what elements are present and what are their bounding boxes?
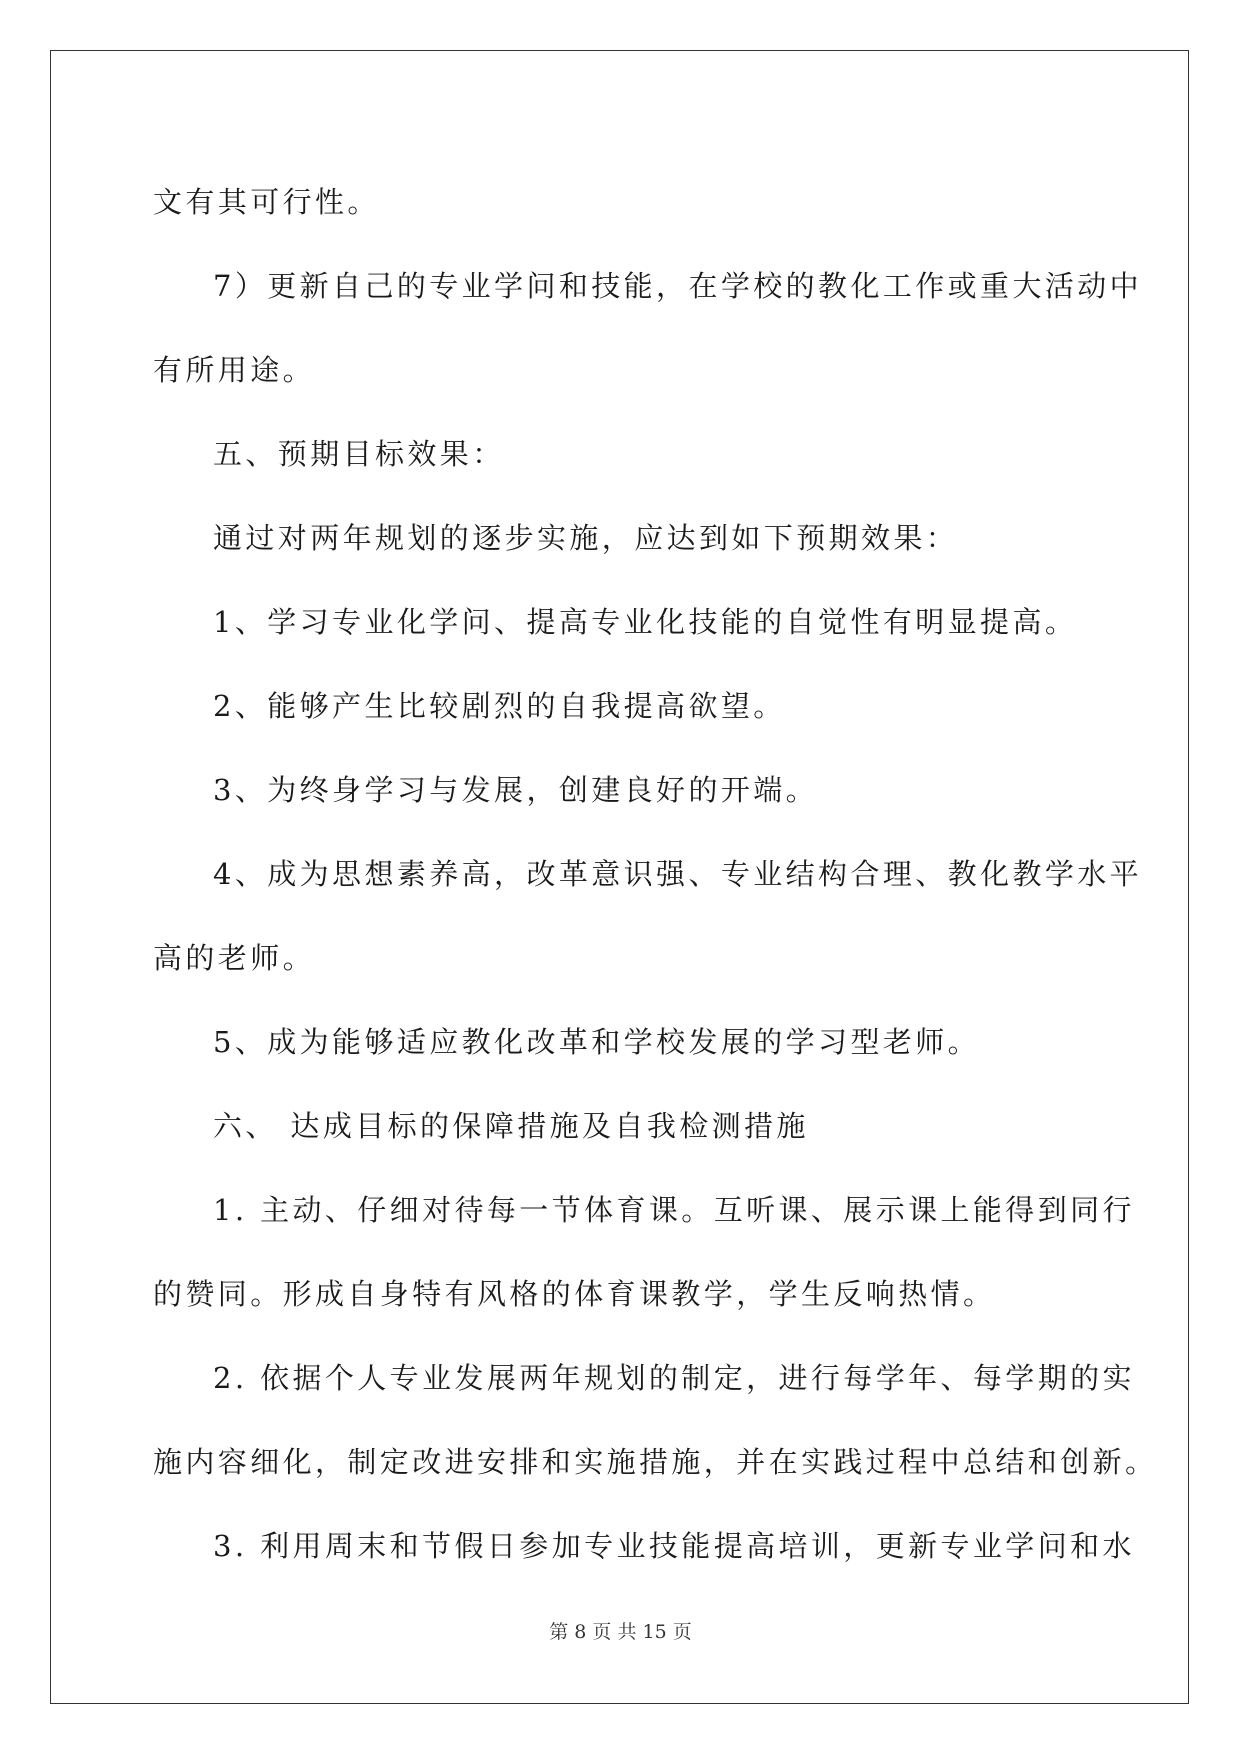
list-item: 5、成为能够适应教化改革和学校发展的学习型老师。 — [213, 1025, 981, 1059]
list-item: 3、为终身学习与发展，创建良好的开端。 — [213, 773, 819, 807]
list-item: 3. 利用周末和节假日参加专业技能提高培训，更新专业学问和水 — [213, 1529, 1135, 1563]
section-heading: 五、预期目标效果： — [213, 437, 505, 471]
paragraph-line: 施内容细化，制定改进安排和实施措施，并在实践过程中总结和创新。 — [153, 1445, 1158, 1479]
paragraph-line: 文有其可行性。 — [153, 185, 380, 219]
paragraph-line: 通过对两年规划的逐步实施，应达到如下预期效果： — [213, 521, 959, 555]
paragraph-line: 有所用途。 — [153, 353, 316, 387]
list-item: 1、学习专业化学问、提高专业化技能的自觉性有明显提高。 — [213, 605, 1078, 639]
section-heading: 六、 达成目标的保障措施及自我检测措施 — [213, 1109, 809, 1143]
page-footer: 第 8 页 共 15 页 — [549, 1621, 692, 1643]
list-item: 1. 主动、仔细对待每一节体育课。互听课、展示课上能得到同行 — [213, 1193, 1135, 1227]
list-item: 2、能够产生比较剧烈的自我提高欲望。 — [213, 689, 786, 723]
list-item: 2. 依据个人专业发展两年规划的制定，进行每学年、每学期的实 — [213, 1361, 1135, 1395]
paragraph-line: 7）更新自己的专业学问和技能，在学校的教化工作或重大活动中 — [213, 269, 1143, 303]
paragraph-line: 高的老师。 — [153, 941, 316, 975]
paragraph-line: 的赞同。形成自身特有风格的体育课教学，学生反响热情。 — [153, 1277, 996, 1311]
list-item: 4、成为思想素养高，改革意识强、专业结构合理、教化教学水平 — [213, 857, 1143, 891]
